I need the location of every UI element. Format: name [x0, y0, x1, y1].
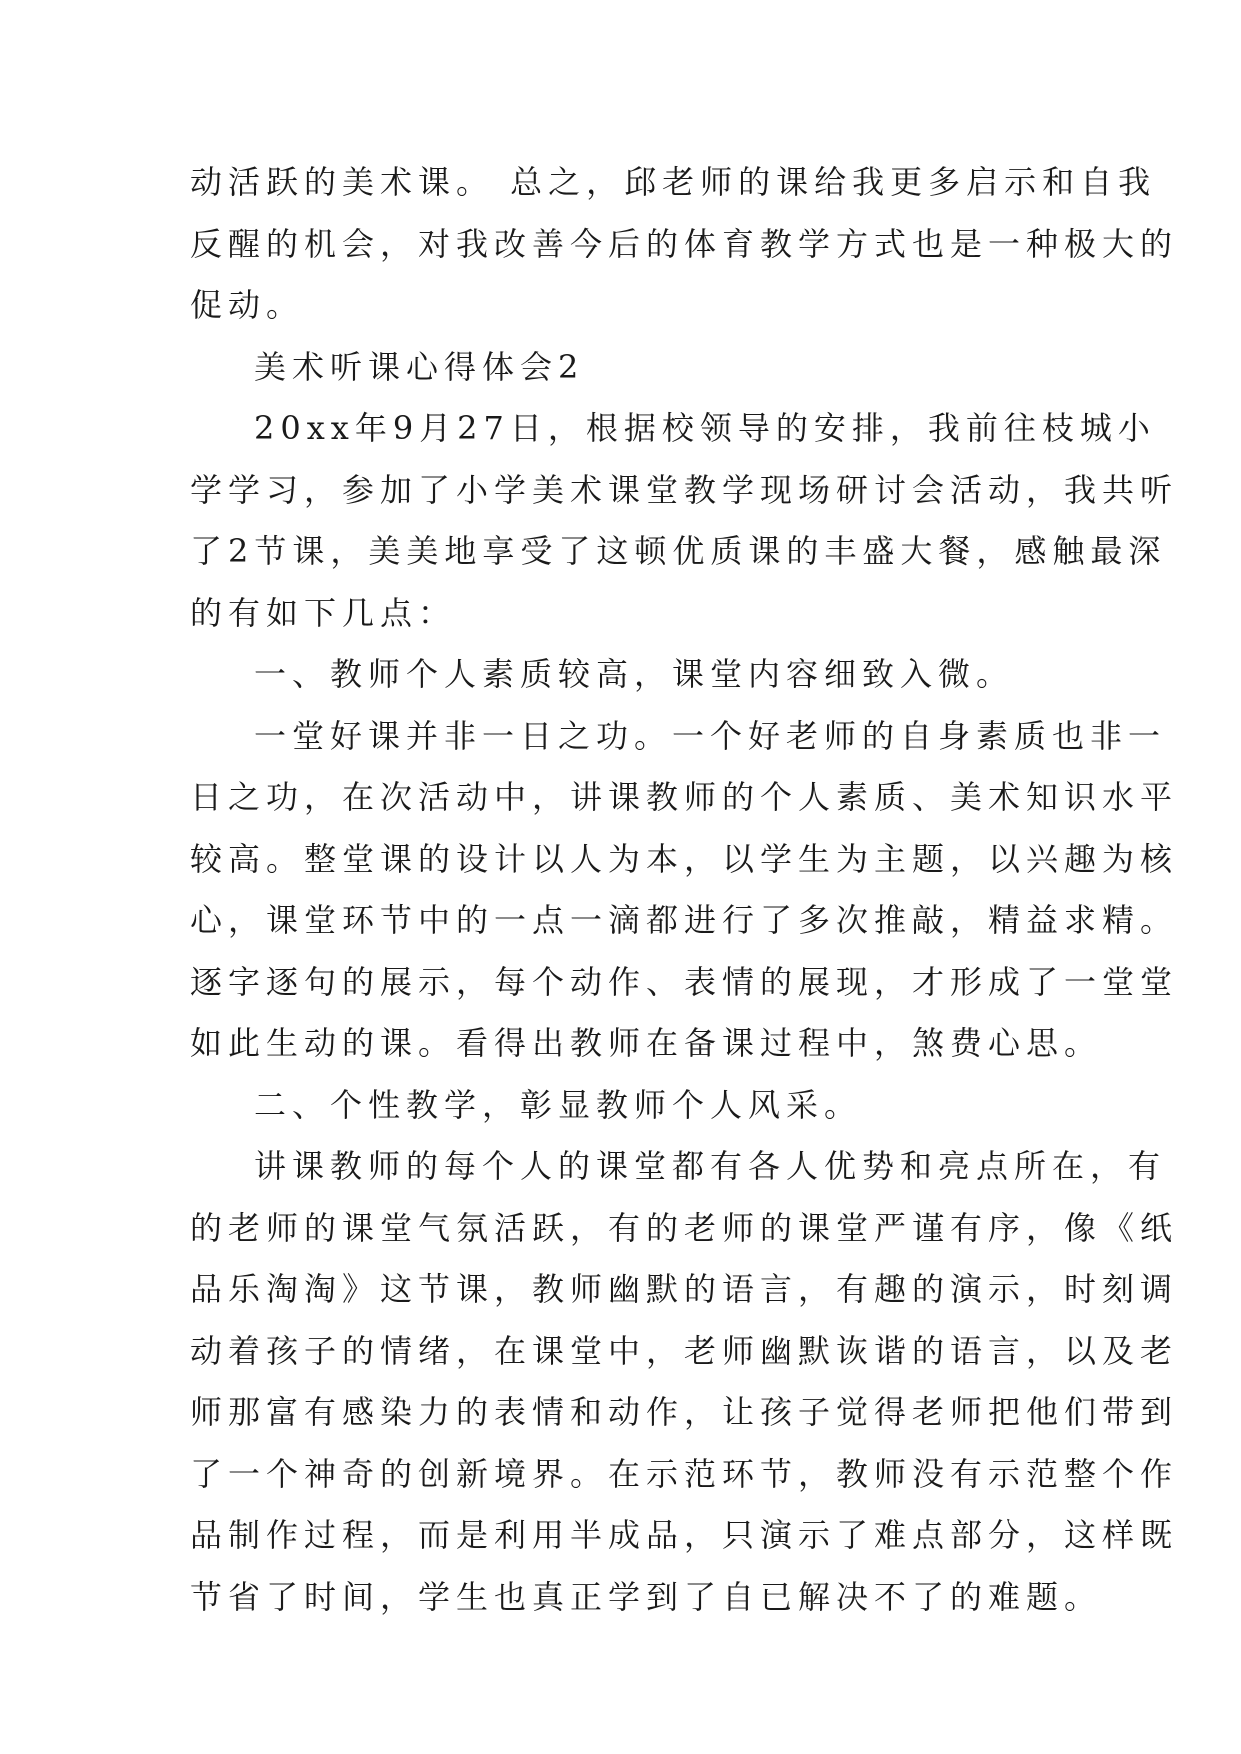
text-line: 促动。 — [190, 286, 305, 324]
text-line: 的老师的课堂气氛活跃，有的老师的课堂严谨有序，像《纸 — [190, 1208, 1179, 1247]
text-line: 较高。整堂课的设计以人为本，以学生为主题，以兴趣为核 — [190, 839, 1179, 878]
text-line: 讲课教师的每个人的课堂都有各人优势和亮点所在，有 — [254, 1147, 1167, 1185]
section-heading: 美术听课心得体会2 — [254, 347, 585, 386]
text-line: 动着孩子的情绪，在课堂中，老师幽默诙谐的语言，以及老 — [190, 1331, 1179, 1370]
text-line: 动活跃的美术课。 总之，邱老师的课给我更多启示和自我 — [190, 163, 1157, 201]
point-heading: 二、个性教学，彰显教师个人风采。 — [254, 1085, 863, 1124]
text-line: 心，课堂环节中的一点一滴都进行了多次推敲，精益求精。 — [190, 901, 1179, 939]
text-line: 了一个神奇的创新境界。在示范环节，教师没有示范整个作 — [190, 1454, 1179, 1493]
text-line: 了2节课，美美地享受了这顿优质课的丰盛大餐，感触最深 — [190, 532, 1167, 570]
text-line: 品制作过程，而是利用半成品，只演示了难点部分，这样既 — [190, 1516, 1179, 1554]
text-line: 逐字逐句的展示，每个动作、表情的展现，才形成了一堂堂 — [190, 962, 1179, 1001]
text-line: 节省了时间，学生也真正学到了自已解决不了的难题。 — [190, 1577, 1103, 1616]
text-line: 日之功，在次活动中，讲课教师的个人素质、美术知识水平 — [190, 778, 1179, 816]
document-body — [190, 152, 1179, 1628]
text-line: 品乐淘淘》这节课，教师幽默的语言，有趣的演示，时刻调 — [190, 1270, 1179, 1308]
text-line: 的有如下几点： — [190, 593, 457, 632]
point-heading: 一、教师个人素质较高，课堂内容细致入微。 — [254, 655, 1015, 693]
text-line: 学学习，参加了小学美术课堂教学现场研讨会活动，我共听 — [190, 470, 1179, 509]
text-line: 一堂好课并非一日之功。一个好老师的自身素质也非一 — [254, 716, 1167, 755]
text-line: 20xx年9月27日，根据校领导的安排，我前往枝城小 — [254, 409, 1156, 447]
text-line: 如此生动的课。看得出教师在备课过程中，煞费心思。 — [190, 1024, 1103, 1062]
text-line: 师那富有感染力的表情和动作，让孩子觉得老师把他们带到 — [190, 1393, 1179, 1431]
text-line: 反醒的机会，对我改善今后的体育教学方式也是一种极大的 — [190, 224, 1179, 263]
